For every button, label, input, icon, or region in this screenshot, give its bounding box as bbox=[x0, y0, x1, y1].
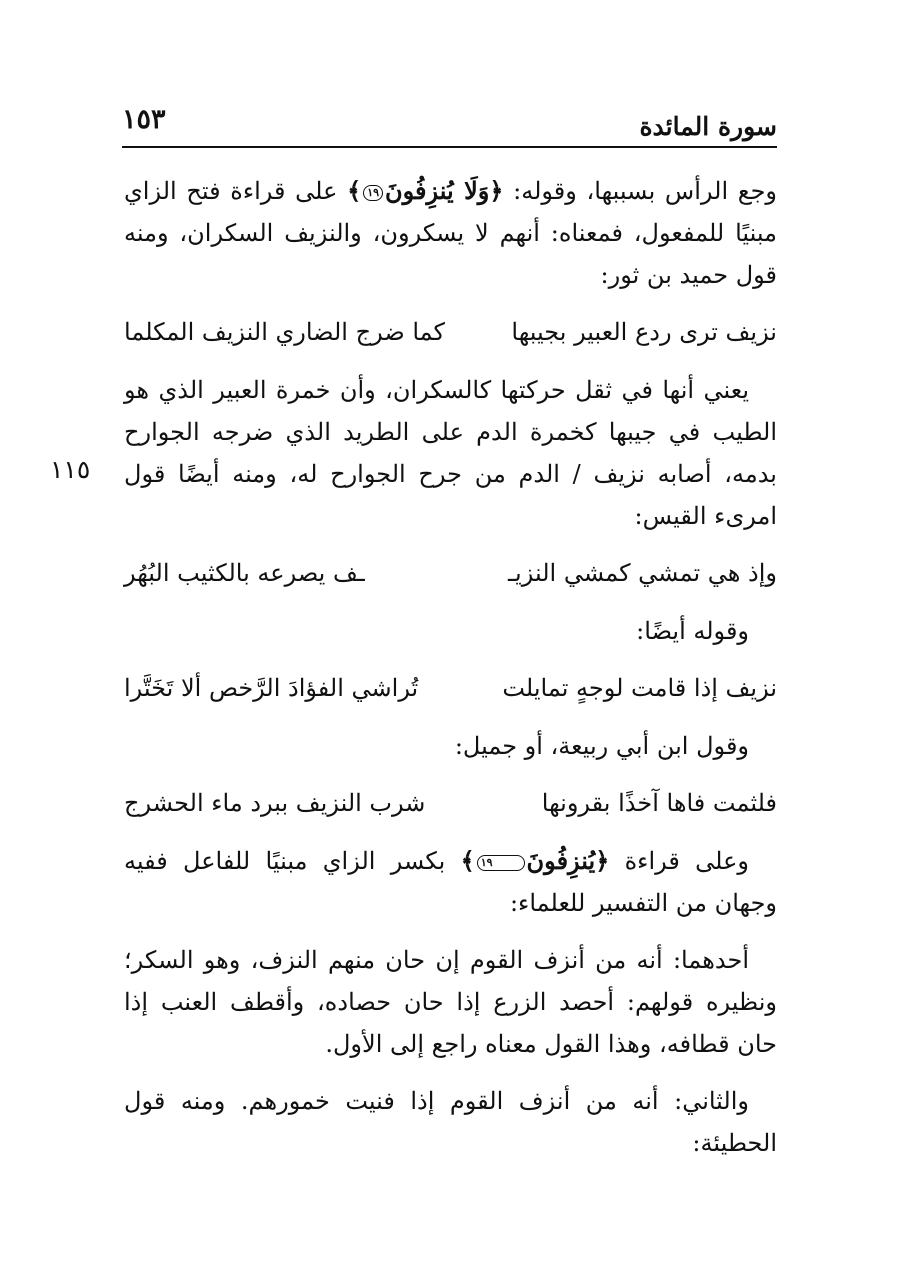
quran-quote bbox=[347, 176, 503, 205]
paragraph-5-text-a: وعلى قراءة bbox=[609, 847, 750, 875]
verse-2-second-hemistich: ـف يصرعه بالكثيب البُهُر bbox=[124, 559, 365, 587]
surah-title: سورة المائدة bbox=[639, 112, 777, 141]
paragraph-3: وقوله أيضًا: bbox=[636, 617, 749, 645]
quran-quote-close: ﴾ bbox=[347, 176, 362, 205]
poem-verse-1 bbox=[124, 311, 777, 353]
paragraph-2: يعني أنها في ثقل حركتها كالسكران، وأن خمرة العبير الذي هو الطيب في جيبها كخمرة الدم على الطريد الذي ضرجه الجوارح بدمه، أصابه نزيف / الدم من جرح الجوارح له، ومنه أيضًا قول امرىء القيس: bbox=[124, 376, 777, 530]
verse-4-second-hemistich: شرب النزيف ببرد ماء الحشرج bbox=[124, 789, 426, 817]
verse-3-first-hemistich: نزيف إذا قامت لوجهٍ تمايلت bbox=[502, 674, 777, 702]
paragraph-7: والثاني: أنه من أنزف القوم إذا فنيت خمورهم. ومنه قول الحطيئة: bbox=[124, 1087, 777, 1157]
page-body bbox=[124, 170, 777, 1179]
quran-quote-2 bbox=[461, 846, 610, 875]
aya-number-marker-2: ١٩ bbox=[477, 855, 525, 871]
page-number: ١٥٣ bbox=[122, 104, 166, 135]
poem-verse-3 bbox=[124, 667, 777, 709]
verse-3-second-hemistich: تُراشي الفؤادَ الرَّخص ألا تَخَتَّرا bbox=[124, 674, 419, 702]
paragraph-1 bbox=[124, 170, 777, 296]
paragraph-6: أحدهما: أنه من أنزف القوم إن حان منهم النزف، وهو السكر؛ ونظيره قولهم: أحصد الزرع إذا حان حصاده، وأقطف العنب إذا حان قطافه، وهذا القول معناه راجع إلى الأول. bbox=[124, 946, 777, 1058]
quran-quote-text: ﴿وَلَا يُنزِفُونَ bbox=[385, 176, 504, 205]
page-header bbox=[122, 100, 777, 148]
paragraph-5 bbox=[124, 840, 777, 924]
aya-number-marker: ١٩ bbox=[363, 185, 383, 201]
paragraph-4: وقول ابن أبي ربيعة، أو جميل: bbox=[454, 732, 749, 760]
margin-page-reference: ١١٥ bbox=[50, 455, 91, 484]
quran-quote-2-close: ﴾ bbox=[460, 846, 475, 875]
poem-verse-4 bbox=[124, 782, 777, 824]
paragraph-5-text-b: بكسر الزاي مبنيًا للفاعل ففيه وجهان من التفسير للعلماء: bbox=[124, 847, 777, 917]
verse-4-first-hemistich: فلثمت فاها آخذًا بقرونها bbox=[541, 789, 777, 817]
quran-quote-2-text: ﴿يُنزِفُونَ bbox=[526, 846, 610, 875]
paragraph-1-text-a: وجع الرأس بسببها، وقوله: bbox=[503, 177, 777, 205]
verse-1-second-hemistich: كما ضرج الضاري النزيف المكلما bbox=[124, 318, 445, 346]
paragraph-1-text-b: على قراءة فتح الزاي مبنيًا للمفعول، فمعناه: أنهم لا يسكرون، والنزيف السكران، ومنه قول حميد بن ثور: bbox=[124, 177, 777, 289]
verse-1-first-hemistich: نزيف ترى ردع العبير بجيبها bbox=[511, 318, 777, 346]
verse-2-first-hemistich: وإذ هي تمشي كمشي النزيـ bbox=[508, 559, 777, 587]
poem-verse-2 bbox=[124, 552, 777, 594]
